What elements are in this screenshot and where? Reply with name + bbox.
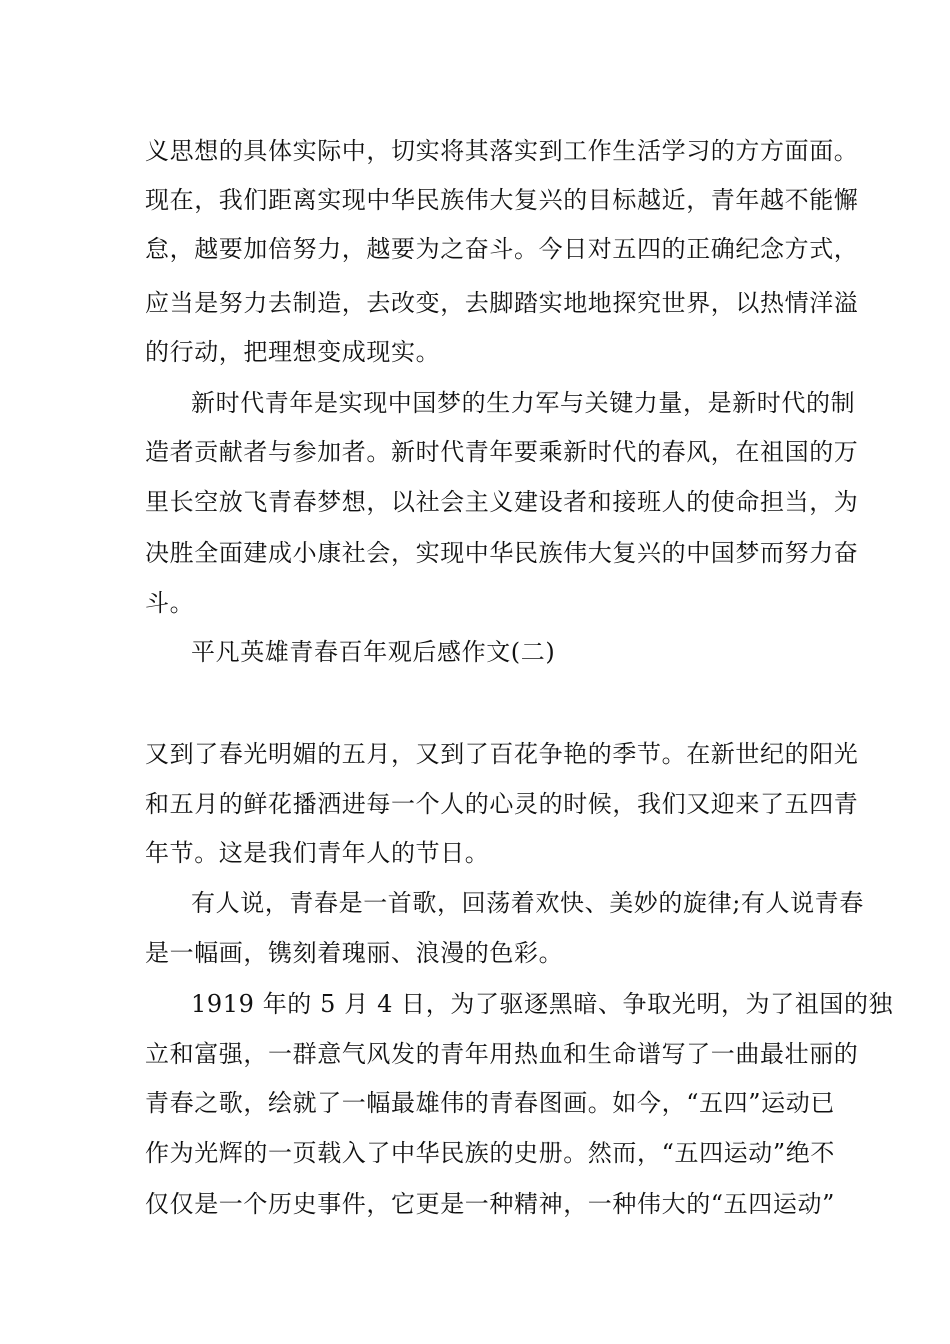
text-line-7: 造者贡献者与参加者。新时代青年要乘新时代的春风，在祖国的万 — [145, 438, 859, 466]
text-line-1: 义思想的具体实际中，切实将其落实到工作生活学习的方方面面。 — [145, 137, 859, 165]
text-line-10: 斗。 — [145, 589, 195, 617]
text-line-2: 现在，我们距离实现中华民族伟大复兴的目标越近，青年越不能懈 — [145, 186, 859, 214]
text-line-8: 里长空放飞青春梦想，以社会主义建设者和接班人的使命担当，为 — [145, 488, 859, 516]
text-line-4: 应当是努力去制造，去改变，去脚踏实地地探究世界，以热情洋溢 — [145, 289, 859, 317]
text-line-15: 是一幅画，镌刻着瑰丽、浪漫的色彩。 — [145, 939, 564, 967]
text-line-16: 1919 年的 5 月 4 日，为了驱逐黑暗、争取光明，为了祖国的独 — [191, 990, 894, 1018]
text-line-5: 的行动，把理想变成现实。 — [145, 338, 441, 366]
section-heading: 平凡英雄青春百年观后感作文(二) — [191, 638, 556, 666]
text-line-17: 立和富强，一群意气风发的青年用热血和生命谱写了一曲最壮丽的 — [145, 1040, 859, 1068]
text-line-14: 有人说，青春是一首歌，回荡着欢快、美妙的旋律;有人说青春 — [191, 889, 864, 917]
text-line-9: 决胜全面建成小康社会，实现中华民族伟大复兴的中国梦而努力奋 — [145, 539, 859, 567]
text-line-20: 仅仅是一个历史事件，它更是一种精神，一种伟大的“五四运动” — [145, 1190, 835, 1218]
text-line-11: 又到了春光明媚的五月，又到了百花争艳的季节。在新世纪的阳光 — [145, 740, 859, 768]
text-line-3: 怠，越要加倍努力，越要为之奋斗。今日对五四的正确纪念方式， — [145, 235, 859, 263]
text-line-6: 新时代青年是实现中国梦的生力军与关键力量，是新时代的制 — [191, 389, 856, 417]
text-line-12: 和五月的鲜花播洒进每一个人的心灵的时候，我们又迎来了五四青 — [145, 790, 859, 818]
text-line-19: 作为光辉的一页载入了中华民族的史册。然而，“五四运动”绝不 — [145, 1139, 835, 1167]
text-line-18: 青春之歌，绘就了一幅最雄伟的青春图画。如今，“五四”运动已 — [145, 1089, 835, 1117]
text-line-13: 年节。这是我们青年人的节日。 — [145, 839, 490, 867]
